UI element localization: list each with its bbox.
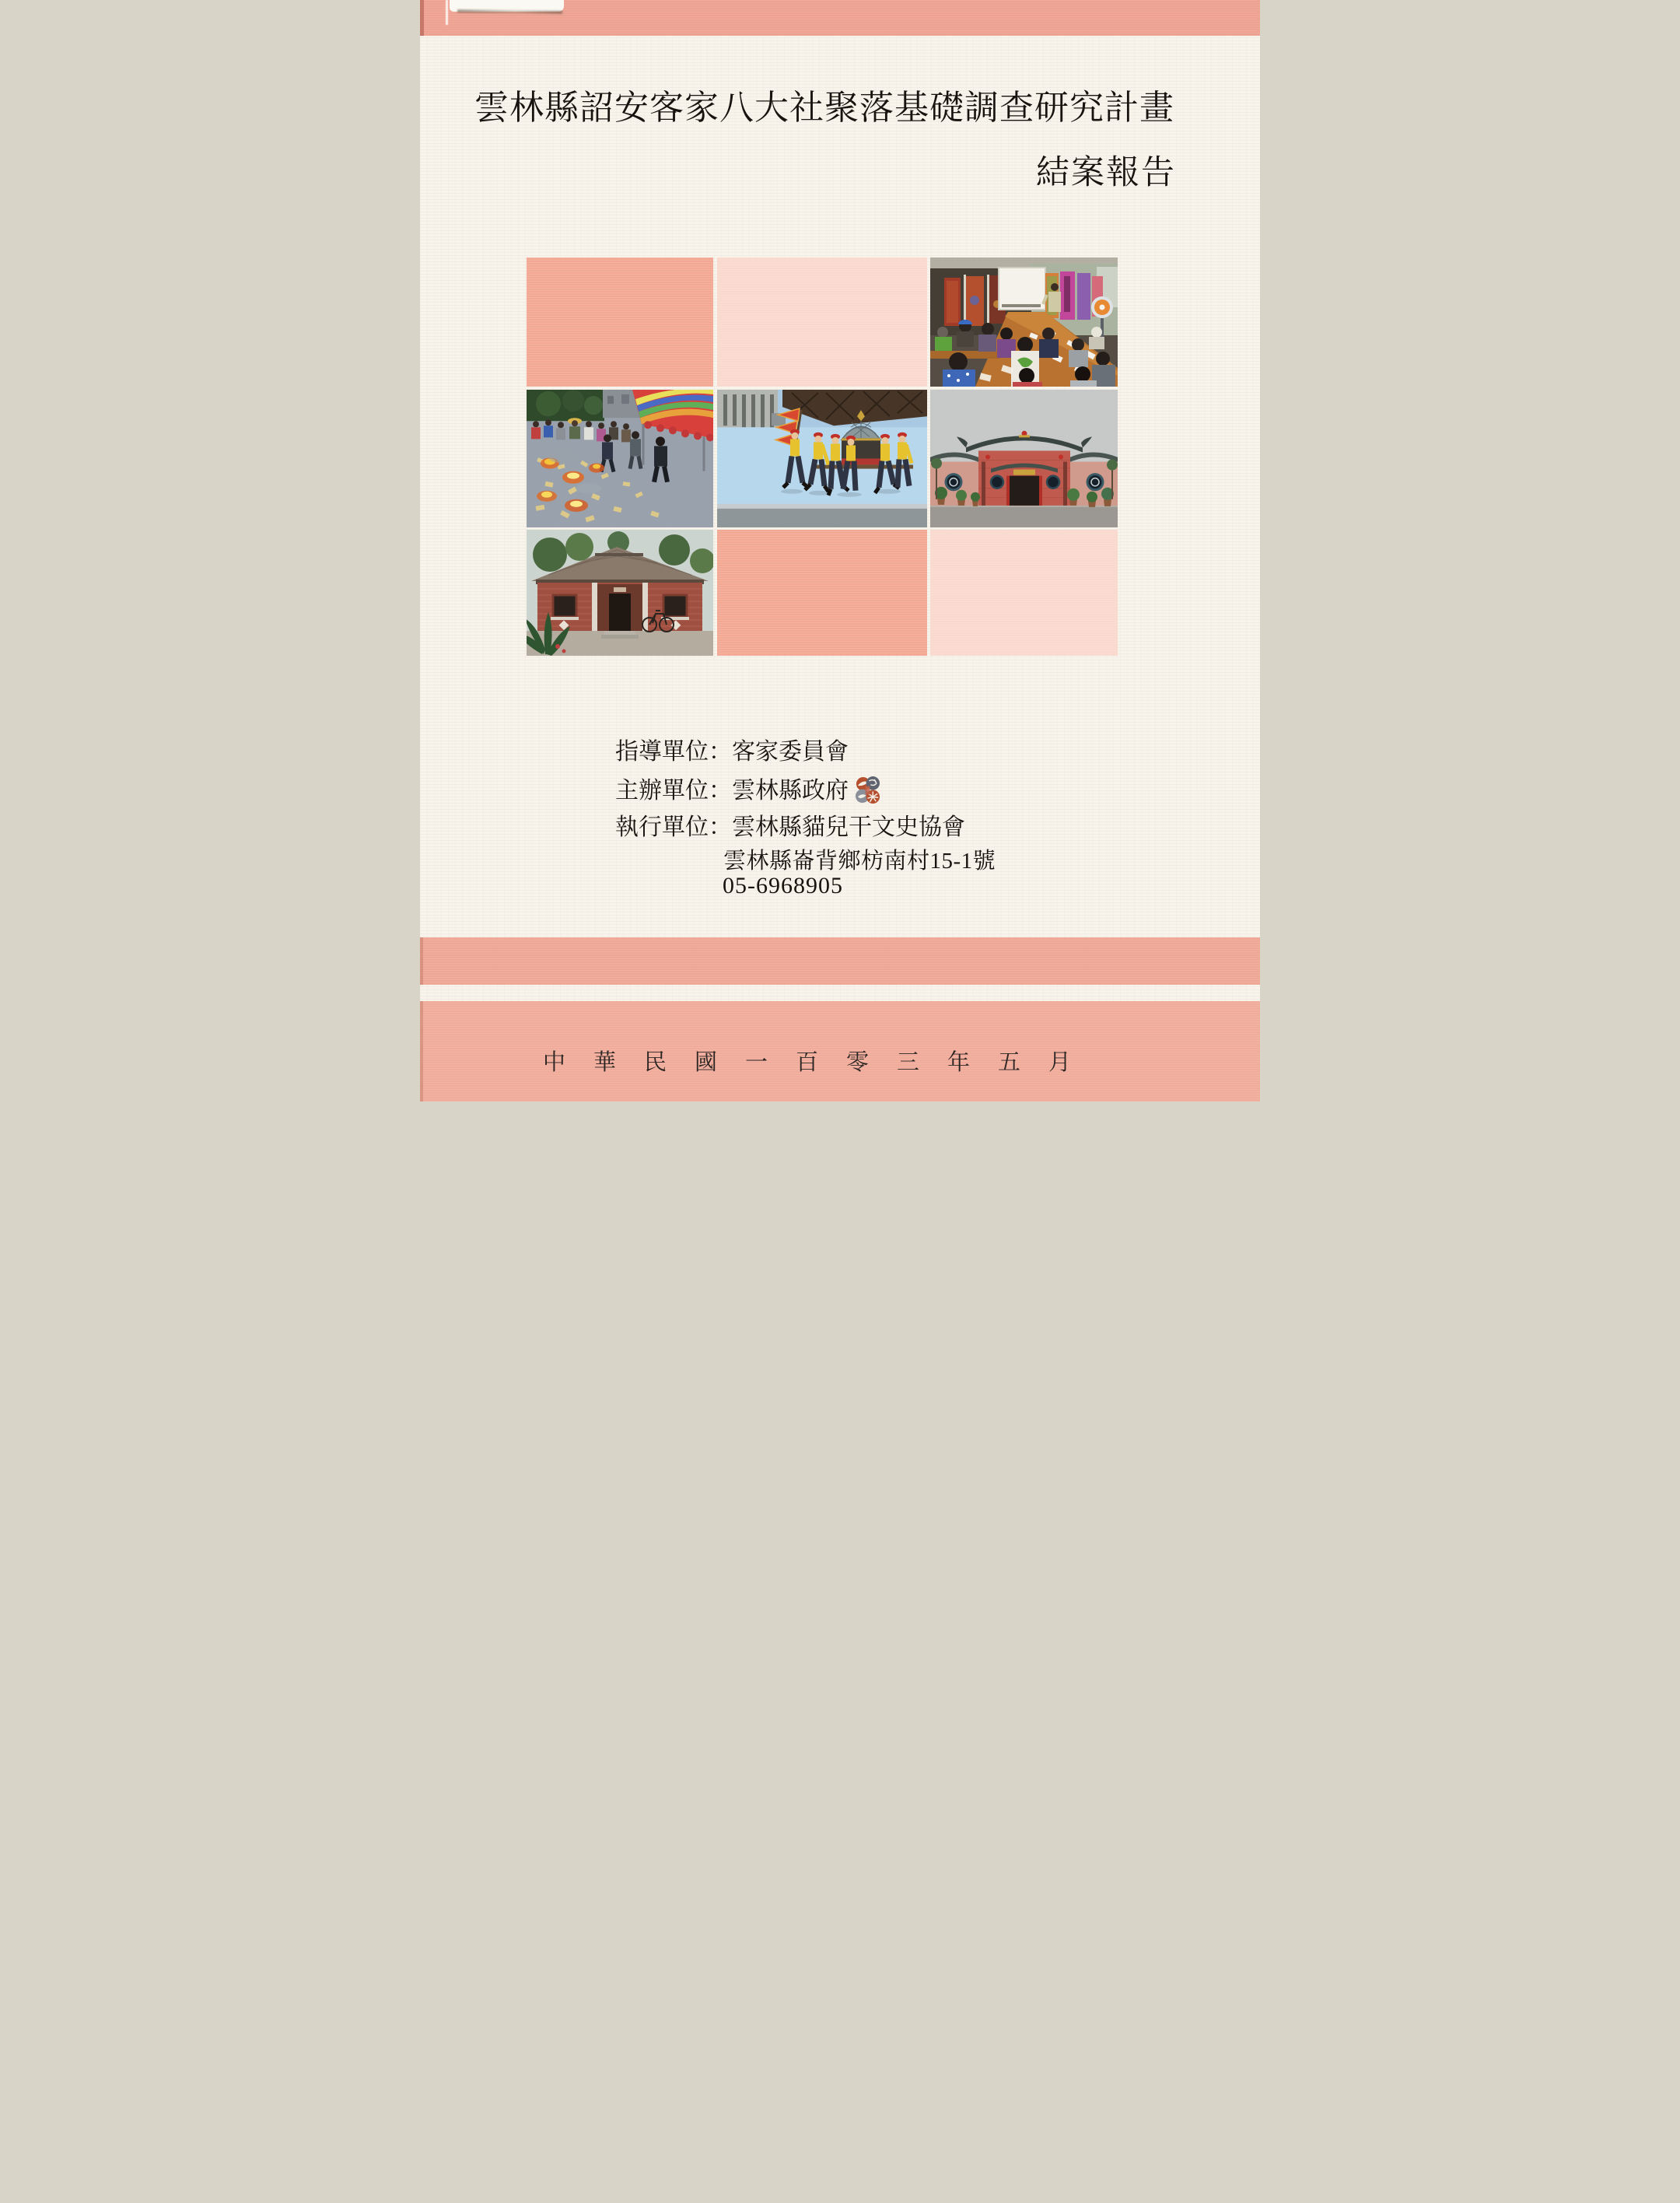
salmon-block bbox=[717, 530, 927, 656]
credit-value: 雲林縣貓兒干文史協會 bbox=[732, 814, 965, 840]
pink-block bbox=[717, 257, 927, 387]
photo-palanquin-mural-image bbox=[717, 390, 927, 527]
credit-value: 客家委員會 bbox=[732, 739, 849, 765]
credit-label: 執行單位 bbox=[615, 814, 709, 840]
executor-address: 雲林縣崙背鄉枋南村15-1號 bbox=[723, 849, 996, 874]
photo-grid bbox=[527, 257, 1118, 656]
photo-palanquin-mural bbox=[717, 390, 927, 527]
credit-value: 雲林縣政府 bbox=[732, 778, 849, 804]
county-government-logo-icon bbox=[855, 776, 880, 804]
sticker-smudge bbox=[457, 9, 562, 14]
spine-edge-artifact bbox=[420, 0, 424, 36]
spine-edge-artifact bbox=[420, 1001, 423, 1102]
page-subtitle: 結案報告 bbox=[1036, 155, 1176, 191]
credit-colon: ： bbox=[709, 778, 732, 804]
credit-line-organizer bbox=[615, 771, 880, 805]
credit-line-advisor bbox=[615, 732, 849, 766]
spine-edge-artifact bbox=[420, 937, 423, 985]
page-title: 雲林縣詔安客家八大社聚落基礎調查研究計畫 bbox=[474, 89, 1174, 127]
photo-community-meeting bbox=[930, 257, 1118, 387]
pink-block bbox=[930, 530, 1118, 656]
photo-community-meeting-image bbox=[930, 257, 1118, 387]
executor-phone: 05-6968905 bbox=[723, 873, 843, 898]
credit-label: 主辦單位 bbox=[615, 778, 709, 804]
library-sticker bbox=[450, 0, 564, 12]
photo-temple-image bbox=[930, 390, 1118, 527]
photo-fire-ritual-image bbox=[527, 390, 713, 527]
publication-date: 中華民國一百零三年五月 bbox=[543, 1050, 1100, 1075]
scan-scratch bbox=[446, 0, 448, 25]
photo-fire-ritual bbox=[527, 390, 713, 527]
bottom-pink-band-thin bbox=[420, 937, 1260, 985]
credit-colon: ： bbox=[709, 814, 732, 840]
photo-temple bbox=[930, 390, 1118, 527]
report-cover-page bbox=[420, 0, 1260, 1102]
credit-colon: ： bbox=[709, 739, 732, 765]
credit-label: 指導單位 bbox=[615, 739, 709, 765]
salmon-block bbox=[527, 257, 713, 387]
photo-brick-house-image bbox=[527, 530, 713, 656]
top-pink-band bbox=[420, 0, 1260, 36]
photo-brick-house bbox=[527, 530, 713, 656]
credit-line-executor bbox=[615, 807, 965, 842]
